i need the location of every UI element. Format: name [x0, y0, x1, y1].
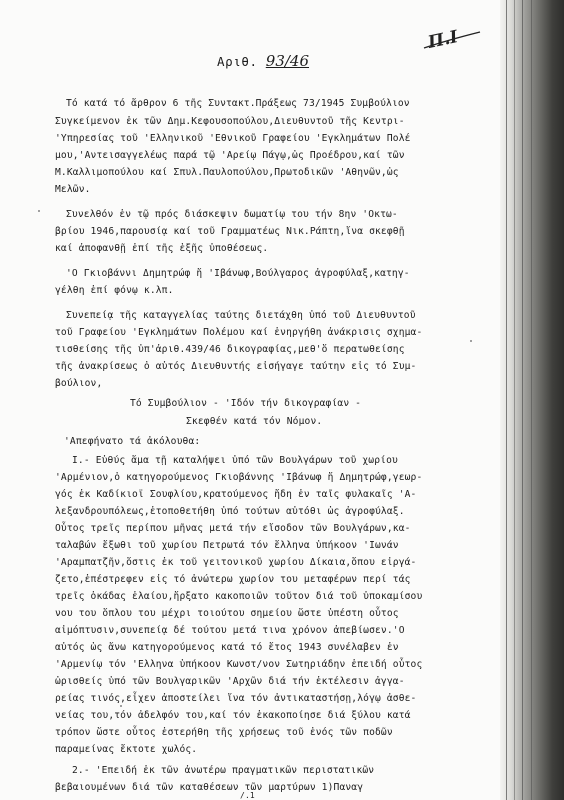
text-line: Συγκείμενον ἐκ τῶν Δημ.Κεφουσοπούλου,Διευθυντοῦ τῆς Κεντρι-	[55, 116, 405, 127]
text-line: 'Υπηρεσίας τοῦ 'Ελληνικοῦ 'Εθνικοῦ Γραφείου 'Εγκλημάτων Πολέ	[55, 133, 411, 144]
text-line: τοῦ Γραφείου 'Εγκλημάτων Πολέμου καί ἐνηργήθη ἀνάκρισις σχημα-	[55, 327, 423, 338]
text-line: αἱμόπτυσιν,συνεπείᾳ δέ τούτου μετά τινα χρόνον ἀπεβίωσεν.'Ο	[55, 625, 405, 636]
text-line: παραμείνας ἔκτοτε χωλός.	[55, 744, 198, 755]
section-heading: Τό Συμβούλιον - 'Ιδόν τήν δικογραφίαν -	[130, 398, 362, 409]
text-line: Συνεπείᾳ τῆς καταγγελίας ταύτης διετάχθη ὑπό τοῦ Διευθυντοῦ	[66, 310, 416, 321]
text-line: Μελῶν.	[55, 184, 91, 195]
text-line: λεξανδρουπόλεως,ἐτοποθετήθη ὑπό τούτων αὐτόθι ὡς ἀγροφύλαξ.	[55, 506, 405, 517]
text-line: τισθείσης τῆς ὑπ'ἀριθ.439/46 δικογραφίας,μεθ'ὅ περατωθείσης	[55, 344, 405, 355]
text-line: Τό κατά τό ἄρθρον 6 τῆς Συντακτ.Πράξεως 73/1945 Συμβούλιον	[66, 98, 410, 109]
text-line: ζετο,ἐπέστρεφεν εἰς τό ἀνώτερω χωρίον του μεταφέρων περί τάς	[55, 574, 411, 585]
text-line: γέλθη ἐπί φόνῳ κ.λπ.	[55, 285, 174, 296]
reference-prefix: Αριθ.	[217, 54, 258, 69]
text-line: μου,'Αντεισαγγελέως παρά τῷ 'Αρείῳ Πάγῳ,ὡς Προέδρου,καί τῶν	[55, 150, 405, 161]
text-line: 'Απεφήνατο τά ἀκόλουθα:	[64, 436, 201, 447]
text-line: ταλαβών ἔξωθι τοῦ χωρίου Πετρωτά τόν ἕλληνα ὑπήκοον 'Ιωνάν	[55, 540, 399, 551]
text-line: αὐτός ὡς ἄνω κατηγορούμενος κατά τό ἔτος 1943 συνέλαβεν ἐν	[55, 642, 399, 653]
text-line: νου του ὅπλου του μέχρι τοιούτου σημείου ὥστε ὑπέστη οὗτος	[55, 608, 399, 619]
text-line: 2.- 'Επειδή ἐκ τῶν ἀνωτέρω πραγματικῶν περιστατικῶν	[72, 765, 375, 776]
text-line: 'Ο Γκιοβάννι Δημητρώφ ἤ 'Ιβάνωφ,Βούλγαρος ἀγροφύλαξ,κατηγ-	[66, 268, 410, 279]
handwritten-initials: Π.Ι	[426, 27, 460, 53]
text-line: νείας του,τόν ἀδελφόν του,καί τόν ἐκακοποίησε διά ξύλου κατά	[55, 710, 411, 721]
text-line: καί ἀποφανθῇ ἐπί τῆς ἑξῆς ὑποθέσεως.	[55, 243, 269, 254]
text-line: ὡρισθείς ὑπό τῶν Βουλγαρικῶν 'Αρχῶν διά τήν ἐκτέλεσιν ἀγγα-	[55, 676, 405, 687]
text-line: Συνελθόν ἐν τῷ πρός διάσκεψιν δωματίῳ του τήν 8ην 'Οκτω-	[66, 209, 398, 220]
text-line: βούλιον,	[55, 378, 103, 389]
scanned-page-edge	[500, 0, 564, 800]
reference-value: 93/46	[265, 52, 310, 70]
section-heading: Σκεφθέν κατά τόν Νόμον.	[186, 416, 323, 427]
text-line: ρείας τινός,εἶχεν ἀποστείλει ἵνα τόν ἀντικαταστήσῃ,λόγῳ ἀσθε-	[55, 693, 417, 704]
text-line: 'Αρμενίῳ τόν 'Ελληνα ὑπήκοον Κωνστ/νον Σωτηριάδην ἐπειδή οὗτος	[55, 659, 423, 670]
text-line: τρεῖς ὀκάδας ἐλαίου,ἤρξατο κακοποιῶν τοῦτον διά τοῦ ὑποκαμίσου	[55, 591, 423, 602]
text-line: I.- Εὐθύς ἅμα τῇ καταλήψει ὑπό τῶν Βουλγάρων τοῦ χωρίου	[72, 455, 398, 466]
page-marker: /.1	[240, 791, 255, 800]
text-line: τῆς ἀνακρίσεως ὁ αὐτός Διευθυντής εἰσήγαγε ταύτην εἰς τό Συμ-	[55, 361, 417, 372]
text-line: τρόπον ὥστε οὗτος ἐστερήθη τῆς χρήσεως τοῦ ἑνός τῶν ποδῶν	[55, 727, 393, 738]
text-line: 'Αρμένιον,ὁ κατηγορούμενος Γκιοβάννης 'Ιβάνωφ ἤ Δημητρώφ,γεωρ-	[55, 472, 423, 483]
text-line: Οὗτος τρεῖς περίπου μῆνας μετά τήν εἴσοδον τῶν Βουλγάρων,κα-	[55, 523, 411, 534]
text-line: Μ.Καλλιμοπούλου καί Σπυλ.Παυλοπούλου,Πρωτοδικῶν 'Αθηνῶν,ὡς	[55, 167, 399, 178]
text-line: βρίου 1946,παρουσίᾳ καί τοῦ Γραμματέως Νικ.Ράπτη,ἵνα σκεφθῇ	[55, 226, 405, 237]
text-line: βεβαιουμένων διά τῶν καταθέσεων τῶν μαρτύρων 1)Παναγ	[55, 782, 364, 793]
text-line: γός ἐκ Καδίκιοϊ Σουφλίου,κρατούμενος ἤδη ἐν ταῖς φυλακαῖς 'Α-	[55, 489, 417, 500]
text-line: 'Αραμπατζῆν,ὅστις ἐκ τοῦ γειτονικοῦ χωρίου Δίκαια,ὅπου εἰργά-	[55, 557, 417, 568]
